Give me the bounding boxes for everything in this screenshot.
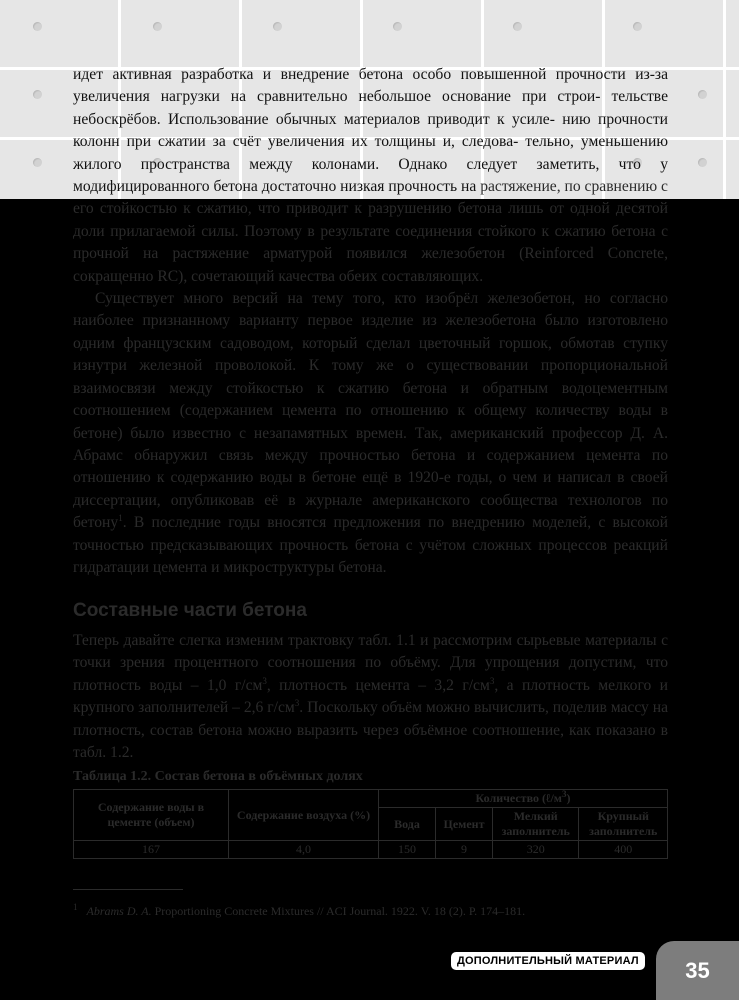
table-cell: 167	[74, 841, 229, 859]
page-number: 35	[656, 941, 739, 1000]
panel-dot	[513, 22, 522, 31]
panel-dot	[393, 22, 402, 31]
panel-dot	[33, 22, 42, 31]
superscript: 3	[294, 698, 300, 709]
footnote	[73, 904, 525, 919]
table-caption: Таблица 1.2. Состав бетона в объёмных долях	[73, 769, 363, 784]
body-text	[73, 64, 668, 579]
footnote-divider	[73, 889, 183, 890]
header-quantity	[379, 790, 668, 808]
section-tag: ДОПОЛНИТЕЛЬНЫЙ МАТЕРИАЛ	[451, 952, 645, 970]
footnote-text: Proportioning Concrete Mixtures // ACI Journal. 1922. V. 18 (2). P. 174–181.	[151, 904, 526, 918]
paragraph-1	[73, 64, 668, 288]
header-air: Содержание воздуха (%)	[229, 790, 379, 841]
footnote-mark: 1	[73, 902, 78, 912]
panel-dot	[33, 90, 42, 99]
panel-dot	[698, 158, 707, 167]
header-coarse-aggregate: Крупный заполнитель	[579, 808, 668, 841]
header-water-cement: Содержание воды в цементе (объем)	[74, 790, 229, 841]
paragraph-1-continuation: растяжение, по сравнению с его стойкостью к сжатию, что приводит к разрушению бетона лишь от одной десятой доли прилагаемой силы. Поэтому в результате соединения стойкого к сжатию бетона с прочной на растяжение арматурой появился железобетон (Reinforced Concrete, сокращенно RC), сочетающий качества обеих составляющих.	[73, 178, 668, 285]
section-text: . Поскольку объём можно вычислить, поделив массу на плотность, состав бетона можно выразить через объёмное соотношение, как показано в табл. 1.2.	[73, 699, 668, 762]
section-heading: Составные части бетона	[73, 600, 307, 621]
header-fine-aggregate: Мелкий заполнитель	[493, 808, 579, 841]
panel-dot	[698, 90, 707, 99]
header-water: Вода	[379, 808, 436, 841]
panel-dot	[273, 22, 282, 31]
paragraph-1-line: заметить, что у модифицированного бетона достаточно низкая прочность на	[73, 155, 668, 196]
superscript: 3	[489, 675, 495, 686]
table-header-row	[74, 790, 668, 808]
panel-dot	[33, 158, 42, 167]
paragraph-2	[73, 288, 668, 579]
footnote-reference[interactable]: 1	[118, 512, 123, 523]
paragraph-1-line: нию прочности колонн при сжатии за счёт увеличения их толщины и, следова-	[73, 110, 668, 151]
table-cell: 4,0	[229, 841, 379, 859]
superscript: 3	[262, 675, 267, 686]
table-cell: 400	[579, 841, 668, 859]
composition-table	[73, 789, 668, 859]
superscript: 3	[561, 789, 567, 799]
section-text: , а плотность мелкого и крупного заполнителей – 2,6 г/см	[73, 676, 669, 717]
header-quantity-label: Количество (ℓ/м	[475, 791, 562, 805]
paragraph-2-text-end: . В последние годы вносятся предложения по внедрению моделей, с высокой точностью предсказывающих прочность бетона с учётом сложных процессов реакций гидратации цемента и микроструктуры бетона.	[73, 514, 668, 576]
paragraph-1-line: тельстве небоскрёбов. Использование обычных материалов приводит к усиле-	[73, 88, 668, 128]
table-cell: 320	[493, 841, 579, 859]
paragraph-1-line: идет активная разработка и внедрение бетона особо повышенной прочности	[73, 66, 626, 83]
section-paragraph	[73, 630, 668, 764]
header-cement: Цемент	[436, 808, 493, 841]
table-row	[74, 841, 668, 859]
paragraph-1-line: из-за увеличения нагрузки на сравнительно небольшое основание при строи-	[73, 66, 668, 106]
footnote-author: Abrams D. A.	[86, 904, 152, 918]
table-cell: 150	[379, 841, 436, 859]
section-text: , плотность цемента – 3,2 г/см	[266, 676, 490, 694]
panel-dot	[633, 22, 642, 31]
section-text: Теперь давайте слегка изменим трактовку табл. 1.1 и рассмотрим сырьевые материалы с точки зрения процентного соотношения по объёму. Для упрощения допустим, что плотность воды – 1,0 г/см	[73, 632, 668, 694]
header-quantity-close: )	[566, 791, 571, 805]
table-cell: 9	[436, 841, 493, 859]
paragraph-1-line: тельно, уменьшению жилого пространства между колонами. Однако следует	[73, 133, 668, 173]
paragraph-2-text: Существует много версий на тему того, кто изобрёл железобетон, но согласно наиболее признанному варианту первое изделие из железобетона было изготовлено одним французским садоводом, который сделал цветочный горшок, обмотав ступку изнутри железной проволокой. К тому же о существовании пропорциональной взаимосвязи между стойкостью к сжатию бетона и обратным водоцементным соотношением (содержанием цемента по отношению к общему количеству воды в бетоне) было известно с незапамятных времен. Так, американский профессор Д. А. Абрамс обнаружил связь между прочностью бетона и содержанием цемента по отношению к содержанию воды в бетоне ещё в 1920-е годы, о чем и написал в своей диссертации, опубликовав её в журнале американского сообщества технологов по бетону	[73, 290, 668, 532]
panel-dot	[153, 22, 162, 31]
